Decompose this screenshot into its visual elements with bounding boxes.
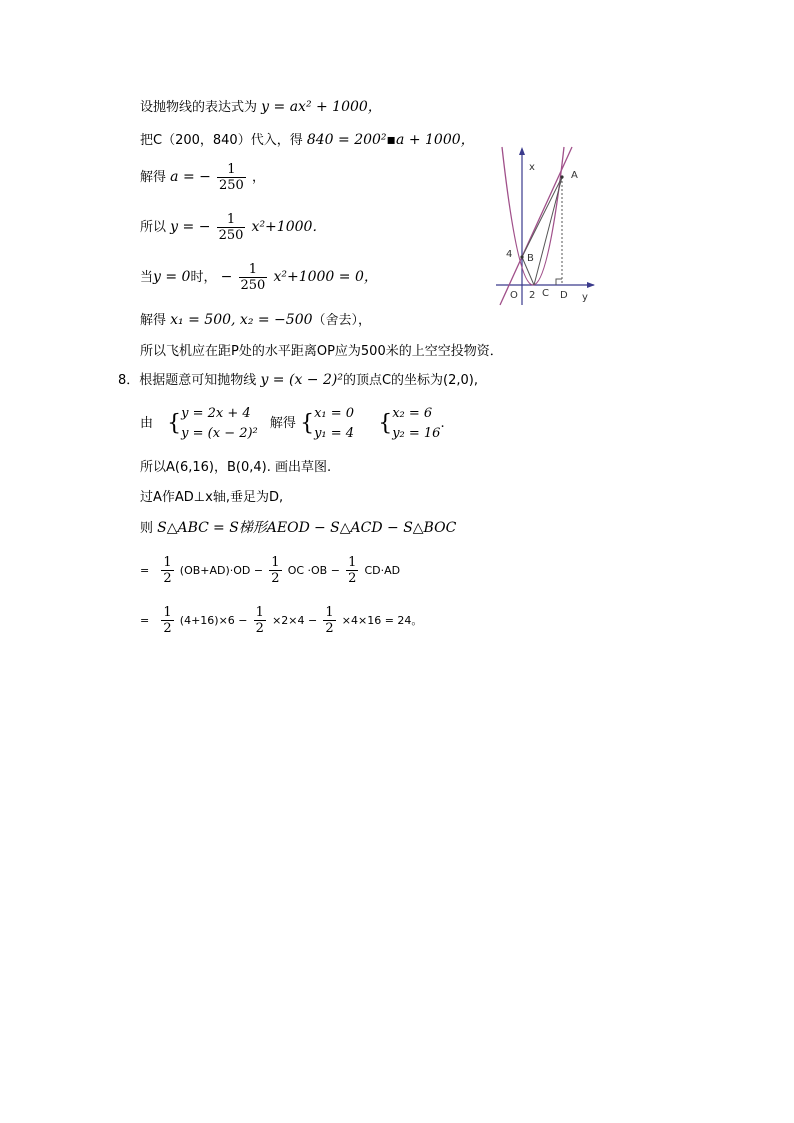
segment-ba <box>522 177 562 257</box>
text-ze: 则 <box>140 521 154 536</box>
numerator: 1 <box>239 262 268 278</box>
text: 解得 <box>140 313 167 328</box>
text-end: （舍去）， <box>312 313 372 328</box>
horizontal-axis-arrow <box>587 282 595 288</box>
system-3 <box>392 404 440 444</box>
numerator: 1 <box>271 555 280 570</box>
fraction <box>217 212 246 243</box>
system-2 <box>314 404 354 444</box>
brace-2: { <box>300 411 315 436</box>
equals: = <box>213 520 230 536</box>
fraction-2 <box>269 555 281 586</box>
s-trapezoid: S梯形AEOD <box>229 520 310 536</box>
equals: = <box>140 564 150 577</box>
denominator: 2 <box>271 571 280 586</box>
denominator: 250 <box>219 178 244 193</box>
sys2-eq1: x₁ = 0 <box>314 406 355 421</box>
line-when-y-zero <box>140 262 378 293</box>
denominator: 2 <box>255 621 264 636</box>
label-4: 4 <box>506 249 513 260</box>
text-jie: 解得 <box>269 416 296 431</box>
sys1-eq1: y = 2x + 4 <box>181 406 251 421</box>
fraction <box>217 162 246 193</box>
rhs: x²+1000． <box>251 219 327 235</box>
fraction-2 <box>254 605 266 636</box>
text: 解得 <box>140 170 167 185</box>
line-solve-a <box>140 162 265 193</box>
line-draw-ad <box>140 490 283 506</box>
numerator: 1 <box>163 605 172 620</box>
text: 把C（200，840）代入，得 <box>140 133 303 148</box>
line-system-solve <box>140 404 445 448</box>
label-d: D <box>560 290 568 301</box>
sys1-eq2: y = (x − 2)² <box>181 426 258 441</box>
axis-label-y: y <box>582 292 588 303</box>
problem-number: 8． <box>118 373 140 388</box>
line-problem-8 <box>118 372 478 389</box>
lhs: a = − <box>170 169 211 185</box>
neg-sign: − <box>220 269 233 285</box>
label-b: B <box>527 253 534 264</box>
line-parabola-expression <box>140 99 382 116</box>
lhs: y = − <box>170 219 211 235</box>
line-substitute-c <box>140 132 475 149</box>
term-3: ×4×16 = 24。 <box>341 614 423 627</box>
brace-3: { <box>378 411 393 436</box>
denominator: 2 <box>163 621 172 636</box>
line-conclusion <box>140 344 503 360</box>
s-rest: − S△ACD − S△BOC <box>313 520 457 536</box>
term-1: (4+16)×6 − <box>179 614 248 627</box>
text: 当 <box>140 270 154 285</box>
text: 所以 <box>140 220 167 235</box>
text: 根据题意可知抛物线 <box>139 373 257 388</box>
equation: 840 = 200²▪a + 1000， <box>306 132 475 148</box>
label-a: A <box>571 170 578 181</box>
denominator: 2 <box>348 571 357 586</box>
right-angle-mark <box>556 279 562 285</box>
point-b <box>520 255 523 258</box>
text-2: 的顶点C的坐标为(2,0), <box>342 373 478 388</box>
text: 过A作AD⊥x轴,垂足为D, <box>140 490 284 505</box>
equation: x₁ = 500, x₂ = −500 <box>170 312 313 328</box>
line-solve-x <box>140 312 371 329</box>
brace-1: { <box>167 411 182 436</box>
denominator: 250 <box>218 228 244 243</box>
term-2: ×2×4 − <box>272 614 318 627</box>
line-area-result <box>140 605 422 636</box>
line-so-y <box>140 212 326 243</box>
parabola-sketch-figure <box>494 145 596 307</box>
axis-label-x: x <box>529 162 535 173</box>
label-2: 2 <box>529 290 536 301</box>
numerator: 1 <box>255 605 264 620</box>
denominator: 2 <box>163 571 172 586</box>
line-y-2x-4 <box>500 147 572 305</box>
line-area-expand <box>140 555 400 586</box>
numerator: 1 <box>348 555 357 570</box>
label-o: O <box>510 290 518 301</box>
text-mid: 时， <box>190 270 217 285</box>
text: 设抛物线的表达式为 <box>140 100 258 115</box>
fraction-1 <box>161 555 173 586</box>
system-1 <box>181 404 258 444</box>
equation: y = (x − 2)² <box>260 372 343 388</box>
numerator: 1 <box>163 555 172 570</box>
term-1: (OB+AD)·OD − <box>179 564 264 577</box>
label-c: C <box>542 288 549 299</box>
text: 所以飞机应在距P处的水平距离OP应为500米的上空空投物资． <box>140 344 503 359</box>
text: 所以A(6,16)，B(0,4). 画出草图. <box>140 460 332 475</box>
denominator: 2 <box>325 621 334 636</box>
period: . <box>440 416 445 431</box>
sys3-eq2: y₂ = 16 <box>392 426 441 441</box>
point-a <box>560 175 563 178</box>
text-you: 由 <box>140 416 154 431</box>
condition: y = 0 <box>153 269 191 285</box>
s-abc: S△ABC <box>157 520 209 536</box>
numerator: 1 <box>217 162 246 178</box>
equals: = <box>140 614 150 627</box>
numerator: 1 <box>217 212 246 228</box>
denominator: 250 <box>240 278 266 293</box>
fraction-3 <box>346 555 358 586</box>
punct: ， <box>251 170 265 185</box>
equation: y = ax² + 1000， <box>261 99 382 115</box>
term-2: OC ·OB − <box>287 564 340 577</box>
line-area-formula <box>140 520 456 537</box>
fraction-3 <box>323 605 335 636</box>
line-points-ab <box>140 460 331 476</box>
vertical-axis-arrow <box>519 147 525 155</box>
sys2-eq2: y₁ = 4 <box>314 426 355 441</box>
fraction-1 <box>161 605 173 636</box>
numerator: 1 <box>325 605 334 620</box>
rhs: x²+1000 = 0， <box>273 269 378 285</box>
fraction <box>239 262 268 293</box>
sys3-eq1: x₂ = 6 <box>392 406 433 421</box>
term-3: CD·AD <box>364 564 401 577</box>
segment-ca <box>534 177 562 285</box>
